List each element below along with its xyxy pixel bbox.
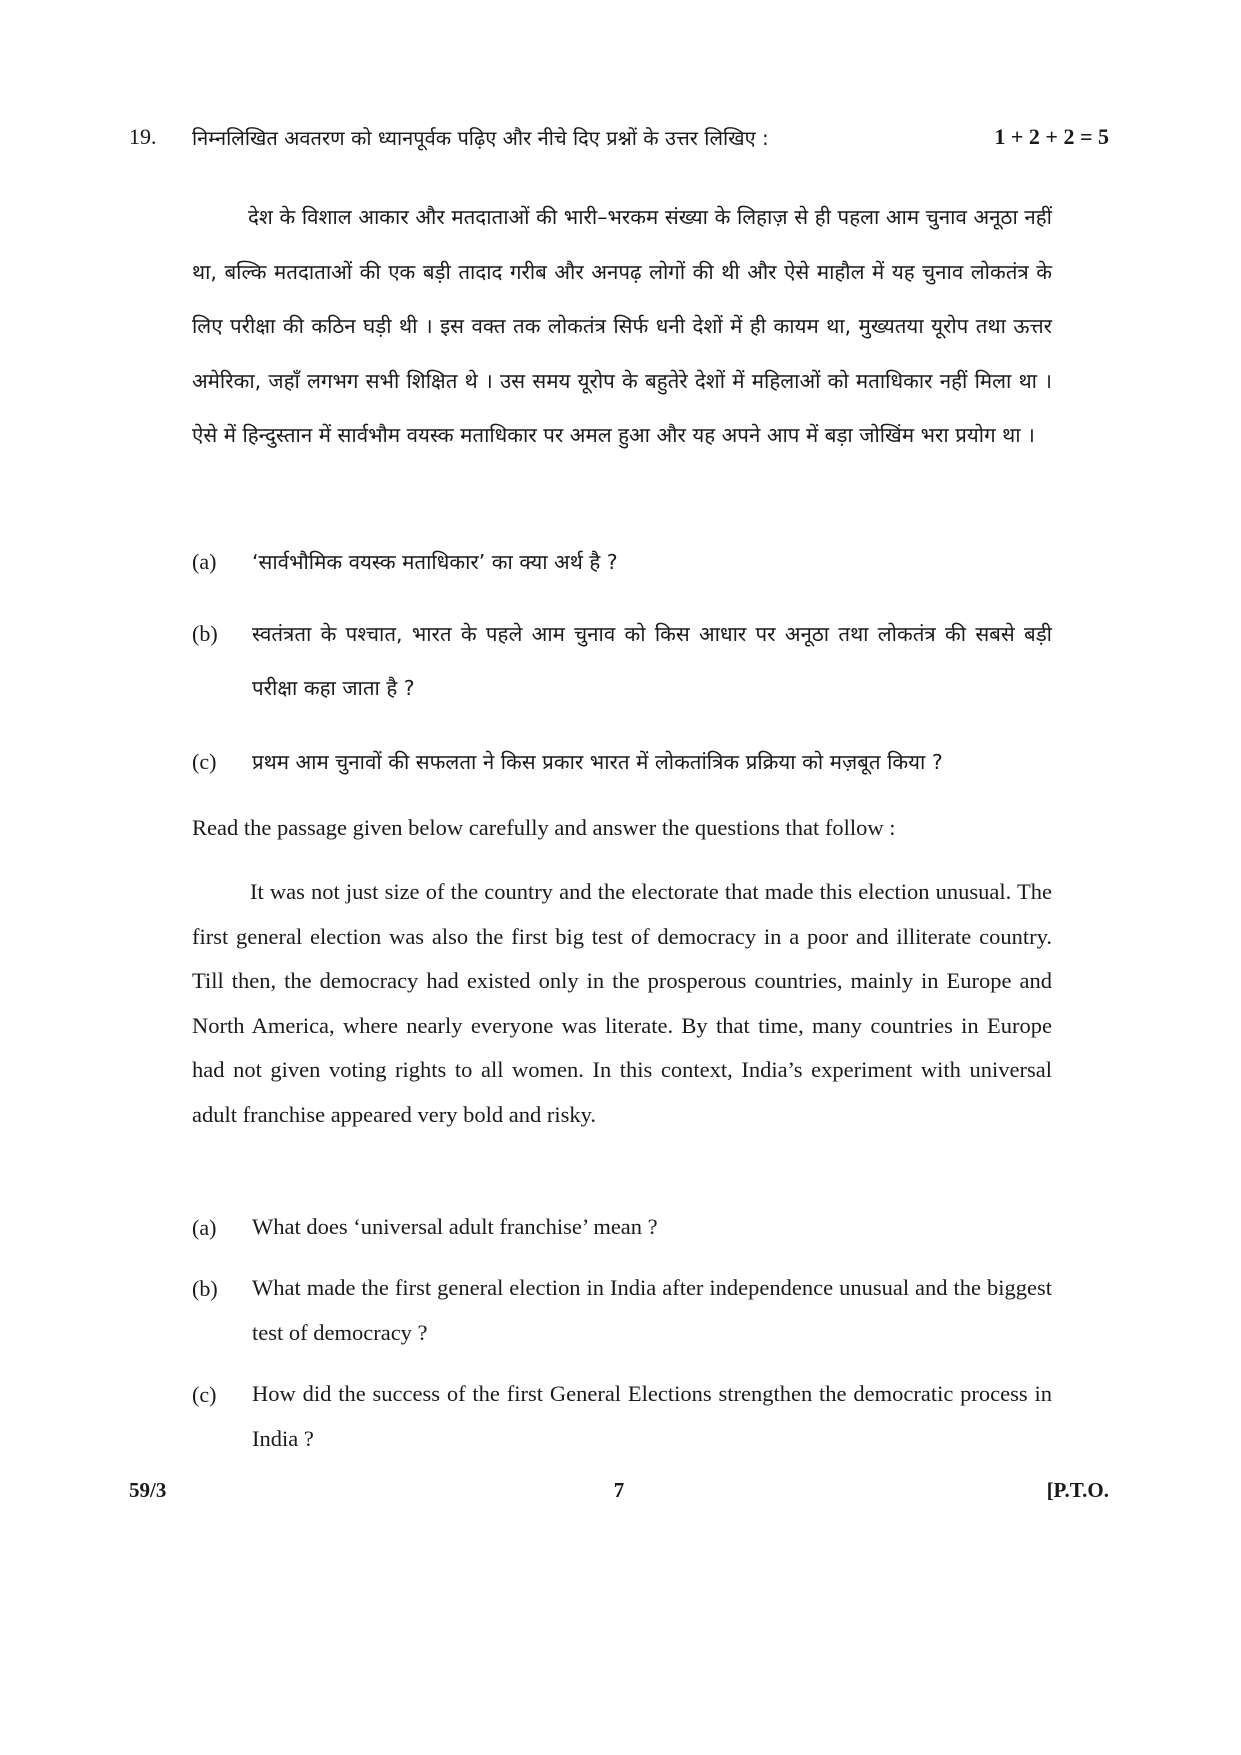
question-text: स्वतंत्रता के पश्चात, भारत के पहले आम चुनाव को किस आधार पर अनूठा तथा लोकतंत्र की सबसे बड़ी परीक्षा कहा जाता है ? (252, 622, 1052, 700)
question-text: What does ‘universal adult franchise’ mean ? (252, 1214, 658, 1239)
question-label: (c) (192, 1382, 217, 1407)
english-question-a (192, 1205, 1052, 1250)
hindi-question-a (192, 535, 1052, 589)
english-question-c (192, 1372, 1052, 1461)
question-label: (a) (192, 1215, 217, 1240)
page-number: 7 (613, 1478, 625, 1502)
page-footer (129, 1478, 1109, 1508)
question-text: How did the success of the first General Elections strengthen the democratic process in India ? (252, 1381, 1052, 1451)
question-number: 19. (129, 124, 157, 149)
question-label: (a) (192, 549, 217, 574)
paper-code: 59/3 (129, 1478, 167, 1502)
question-text: What made the first general election in India after independence unusual and the biggest test of democracy ? (252, 1275, 1052, 1345)
question-label: (b) (192, 1276, 218, 1301)
marks-distribution: 1 + 2 + 2 = 5 (994, 124, 1109, 149)
hindi-question-b (192, 607, 1052, 715)
english-question-b (192, 1266, 1052, 1355)
question-label: (c) (192, 749, 217, 774)
english-passage: It was not just size of the country and the electorate that made this election unusual. The first general election was also the first big test of democracy in a poor and illiterate country. Till then, the democracy had existed only in the prosperous countries, mainly in Europe and North America, where nearly everyone was literate. By that time, many countries in Europe had not given voting rights to all women. In this context, India’s experiment with universal adult franchise appeared very bold and risky. (192, 879, 1052, 1127)
question-text: प्रथम आम चुनावों की सफलता ने किस प्रकार भारत में लोकतांत्रिक प्रक्रिया को मज़बूत किया ? (252, 750, 943, 774)
english-instruction: Read the passage given below carefully and answer the questions that follow : (192, 815, 896, 840)
question-header (129, 124, 1109, 164)
question-text: ‘सार्वभौमिक वयस्क मताधिकार’ का क्या अर्थ है ? (252, 550, 618, 574)
question-instruction-hindi: निम्नलिखित अवतरण को ध्यानपूर्वक पढ़िए और नीचे दिए प्रश्नों के उत्तर लिखिए : (192, 126, 769, 150)
hindi-passage: देश के विशाल आकार और मतदाताओं की भारी–भरकम संख्या के लिहाज़ से ही पहला आम चुनाव अनूठा नहीं था, बल्कि मतदाताओं की एक बड़ी तादाद गरीब और अनपढ़ लोगों की थी और ऐसे माहौल में यह चुनाव लोकतंत्र के लिए परीक्षा की कठिन घड़ी थी । इस वक्त तक लोकतंत्र सिर्फ धनी देशों में ही कायम था, मुख्यतया यूरोप तथा ऊत्तर अमेरिका, जहाँ लगभग सभी शिक्षित थे । उस समय यूरोप के बहुतेरे देशों में महिलाओं को मताधिकार नहीं मिला था । ऐसे में हिन्दुस्तान में सार्वभौम वयस्क मताधिकार पर अमल हुआ और यह अपने आप में बड़ा जोखिंम भरा प्रयोग था । (192, 205, 1052, 447)
question-label: (b) (192, 621, 218, 646)
please-turn-over: [P.T.O. (1046, 1478, 1109, 1502)
hindi-question-c (192, 735, 1052, 789)
